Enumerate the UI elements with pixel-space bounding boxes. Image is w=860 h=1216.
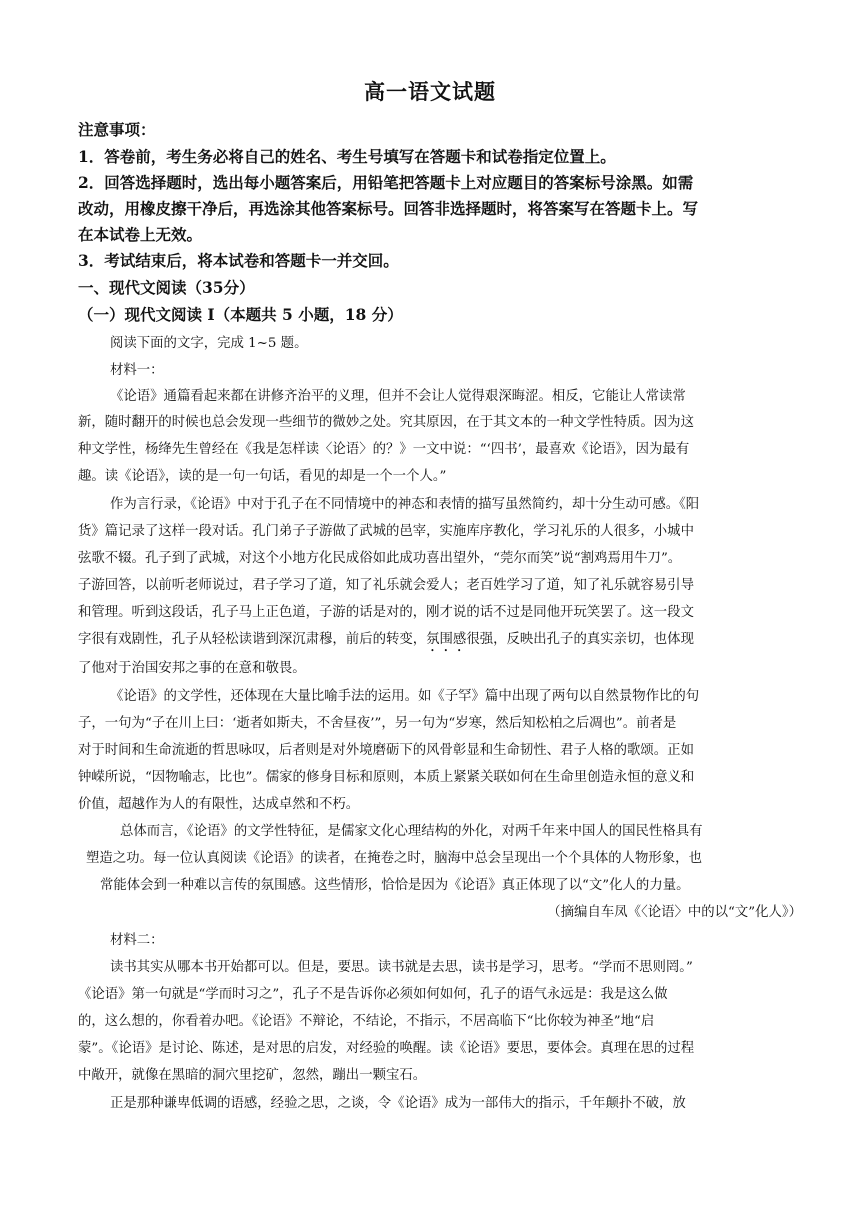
emphasized-term: 氛围感 — [426, 632, 467, 647]
paragraph-line: 《论语》第一句就是“学而时习之”，孔子不是告诉你必须如何如何，孔子的语气永远是：我是这么做 — [78, 987, 668, 1002]
paragraph-line: 蒙”。《论语》是讨论、陈述，是对思的启发，对经验的唤醒。读《论语》要思，要体会。真理在思的过程 — [78, 1041, 695, 1056]
notice-line: 改动，用橡皮擦干净后，再选涂其他答案标号。回答非选择题时，将答案写在答题卡上。写 — [78, 199, 699, 218]
paragraph-line — [78, 628, 694, 655]
notice-line: 2．回答选择题时，选出每小题答案后，用铅笔把答题卡上对应题目的答案标号涂黑。如需 — [78, 173, 694, 192]
notice-line: 在本试卷上无效。 — [78, 225, 203, 244]
text-segment: 很强，反映出孔子的真实亲切，也体现 — [466, 632, 694, 647]
page-title: 高一语文试题 — [364, 79, 496, 104]
paragraph-line: 作为言行录，《论语》中对于孔子在不同情境中的神态和表情的描写虽然简约，却十分生动可感。《阳 — [110, 497, 700, 512]
paragraph-line: 和管理。听到这段话，孔子马上正色道，子游的话是对的，刚才说的话不过是同他开玩笑罢了。这一段文 — [78, 605, 694, 620]
notice-heading: 注意事项： — [78, 120, 156, 139]
paragraph-line: 总体而言，《论语》的文学性特征，是儒家文化心理结构的外化，对两千年来中国人的国民性格具有 — [120, 824, 703, 839]
material-label: 材料二： — [110, 933, 164, 948]
paragraph-line: 子游回答，以前听老师说过，君子学习了道，知了礼乐就会爱人；老百姓学习了道，知了礼乐就容易引导 — [78, 578, 694, 593]
paragraph-line: 种文学性，杨绛先生曾经在《我是怎样读〈论语〉的？》一文中说：“‘四书’，最喜欢《论语》，因为最有 — [78, 442, 690, 457]
paragraph-line: 新，随时翻开的时候也总会发现一些细节的微妙之处。究其原因，在于其文本的一种文学性特质。因为这 — [78, 415, 694, 430]
notice-line: 3．考试结束后，将本试卷和答题卡一并交回。 — [78, 251, 399, 270]
paragraph-line: 子，一句为“子在川上曰：‘逝者如斯夫，不舍昼夜’”，另一句为“岁寒，然后知松柏之后凋也”。前者是 — [78, 716, 677, 731]
paragraph-line: 中敞开，就像在黑暗的洞穴里挖矿，忽然，蹦出一颗宝石。 — [78, 1068, 427, 1083]
paragraph-line: 弦歌不辍。孔子到了武城，对这个小地方化民成俗如此成功喜出望外，“莞尔而笑”说“割鸡焉用牛刀”。 — [78, 551, 682, 566]
source-citation: （摘编自车凤《〈论语〉中的以“文”化人》） — [547, 905, 802, 920]
text-segment: 字很有戏剧性，孔子从轻松读谐到深沉肃穆，前后的转变， — [78, 632, 427, 647]
paragraph-line: 对于时间和生命流逝的哲思咏叹，后者则是对外境磨砺下的风骨彰显和生命韧性、君子人格的歌颂。正如 — [78, 743, 694, 758]
paragraph-line: 趣。读《论语》，读的是一句一句话，看见的却是一个一个人。” — [78, 469, 447, 484]
paragraph-line: 塑造之功。每一位认真阅读《论语》的读者，在掩卷之时，脑海中总会呈现出一个个具体的人物形象，也 — [86, 851, 702, 866]
paragraph-line: 钟嵘所说，“因物喻志，比也”。儒家的修身目标和原则，本质上紧紧关联如何在生命里创造永恒的意义和 — [78, 770, 695, 785]
paragraph-line: 了他对于治国安邦之事的在意和敬畏。 — [78, 661, 306, 676]
section-heading: 一、现代文阅读（35分） — [78, 278, 255, 297]
paragraph-line: 常能体会到一种难以言传的氛围感。这些情形，恰恰是因为《论语》真正体现了以“文”化人的力量。 — [100, 878, 690, 893]
paragraph-line: 货》篇记录了这样一段对话。孔门弟子子游做了武城的邑宰，实施库序教化，学习礼乐的人很多，小城中 — [78, 524, 694, 539]
paragraph-line: 价值，超越作为人的有限性，达成卓然和不朽。 — [78, 797, 360, 812]
paragraph-line: 《论语》的文学性，还体现在大量比喻手法的运用。如《子罕》篇中出现了两句以自然景物作比的句 — [110, 689, 700, 704]
instruction-text: 阅读下面的文字，完成 1~5 题。 — [110, 336, 308, 351]
subsection-heading: （一）现代文阅读 I（本题共 5 小题，18 分） — [78, 305, 403, 324]
paragraph-line: 《论语》通篇看起来都在讲修齐治平的义理，但并不会让人觉得艰深晦涩。相反，它能让人常读常 — [110, 389, 686, 404]
paragraph-line: 的，这么想的，你看着办吧。《论语》不辩论，不结论，不指示，不居高临下“比你较为神圣”地“启 — [78, 1014, 655, 1029]
notice-line: 1．答卷前，考生务必将自己的姓名、考生号填写在答题卡和试卷指定位置上。 — [78, 147, 616, 166]
material-label: 材料一： — [110, 363, 164, 378]
paragraph-line: 正是那种谦卑低调的语感，经验之思，之谈，令《论语》成为一部伟大的指示，千年颠扑不破，放 — [110, 1096, 686, 1111]
paragraph-line: 读书其实从哪本书开始都可以。但是，要思。读书就是去思，读书是学习，思考。“学而不思则罔。” — [110, 960, 693, 975]
